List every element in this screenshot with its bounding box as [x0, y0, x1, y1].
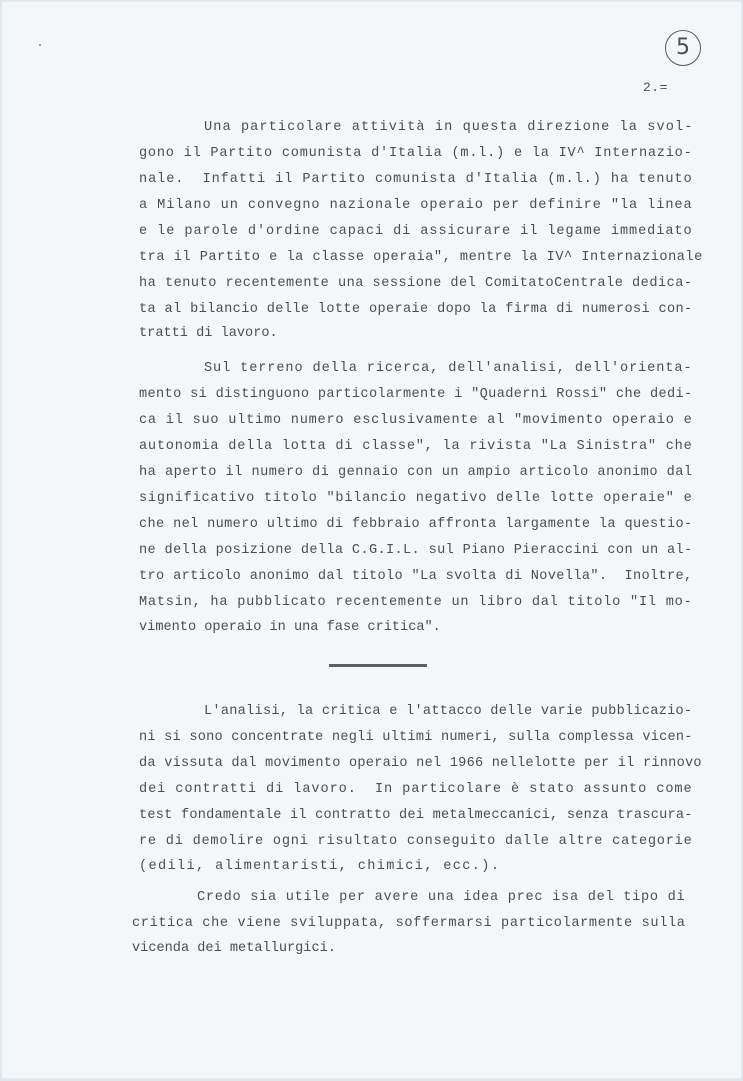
text-line: (edili, alimentaristi, chimici, ecc.).	[139, 859, 501, 874]
text-line: Sul terreno della ricerca, dell'analisi, dell'orienta-	[204, 361, 693, 376]
page-stamp: 5	[665, 30, 701, 66]
text-line: vicenda dei metallurgici.	[132, 941, 336, 956]
text-line: autonomia della lotta di classe", la rivista "La Sinistra" che	[139, 439, 693, 454]
text-line: ne della posizione della C.G.I.L. sul Piano Pieraccini con un al-	[139, 543, 693, 558]
ink-dot	[39, 44, 41, 46]
text-line: dei contratti di lavoro. In particolare è stato assunto come	[139, 782, 693, 797]
text-line: che nel numero ultimo di febbraio affronta largamente la questio-	[139, 517, 693, 532]
text-line: ha aperto il numero di gennaio con un ampio articolo anonimo dal	[139, 465, 693, 480]
document-page	[1, 1, 742, 1079]
text-line: tratti di lavoro.	[139, 326, 278, 341]
text-line: da vissuta dal movimento operaio nel 1966 nellelotte per il rinnovo	[139, 756, 702, 771]
text-line: tro articolo anonimo dal titolo "La svolta di Novella". Inoltre,	[139, 569, 693, 584]
text-line: ha tenuto recentemente una sessione del ComitatoCentrale dedica-	[139, 276, 693, 291]
section-separator	[329, 664, 427, 667]
text-line: ni si sono concentrate negli ultimi numeri, sulla complessa vicen-	[139, 730, 693, 745]
text-line: L'analisi, la critica e l'attacco delle varie pubblicazio-	[204, 704, 693, 719]
text-line: re di demolire ogni risultato conseguito dalle altre categorie	[139, 834, 693, 849]
text-line: Matsin, ha pubblicato recentemente un libro dal titolo "Il mo-	[139, 595, 693, 610]
text-line: tra il Partito e la classe operaia", mentre la IV^ Internazionale	[139, 250, 703, 265]
text-line: Una particolare attività in questa direzione la svol-	[204, 120, 694, 135]
text-line: test fondamentale il contratto dei metalmeccanici, senza trascura-	[139, 808, 693, 823]
text-line: Credo sia utile per avere una idea prec isa del tipo di	[197, 890, 686, 905]
text-line: vimento operaio in una fase critica".	[139, 620, 441, 635]
text-line: nale. Infatti il Partito comunista d'Italia (m.l.) ha tenuto	[139, 172, 693, 187]
text-line: gono il Partito comunista d'Italia (m.l.) e la IV^ Internazio-	[139, 146, 693, 161]
text-line: critica che viene sviluppata, soffermarsi particolarmente sulla	[132, 916, 686, 931]
text-line: a Milano un convegno nazionale operaio per definire "la linea	[139, 198, 693, 213]
text-line: ta al bilancio delle lotte operaie dopo la firma di numerosi con-	[139, 302, 693, 317]
text-line: mento si distinguono particolarmente i "Quaderni Rossi" che dedi-	[139, 387, 693, 402]
text-line: significativo titolo "bilancio negativo delle lotte operaie" e	[139, 491, 693, 506]
page-number: 2.=	[643, 80, 668, 95]
text-line: e le parole d'ordine capaci di assicurare il legame immediato	[139, 224, 693, 239]
text-line: ca il suo ultimo numero esclusivamente al "movimento operaio e	[139, 413, 693, 428]
